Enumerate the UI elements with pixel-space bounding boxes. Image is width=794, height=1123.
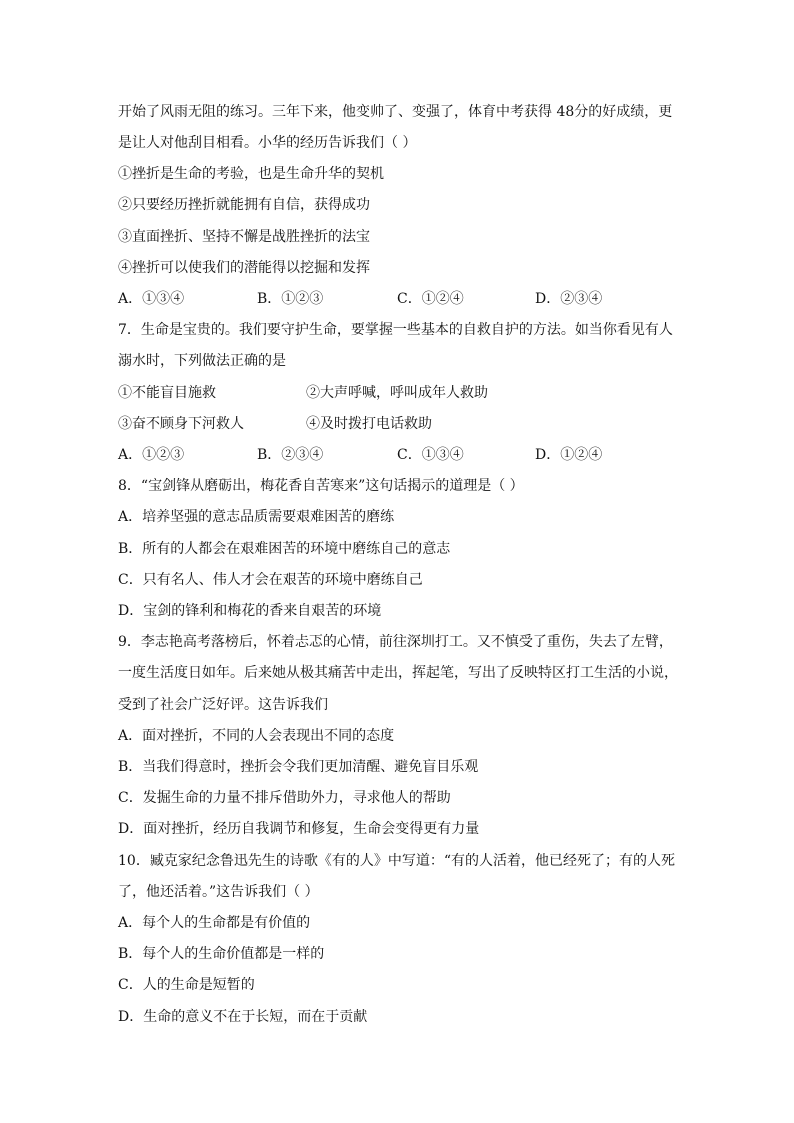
q10-option-a: A．每个人的生命都是有价值的 — [118, 915, 311, 931]
q10-option-b: B．每个人的生命价值都是一样的 — [118, 946, 325, 962]
q7-option-c: C．①③④ — [397, 447, 464, 463]
q8-option-a: A．培养坚强的意志品质需要艰难困苦的磨练 — [118, 509, 395, 525]
q7-item-3: ③奋不顾身下河救人 — [118, 416, 244, 432]
q6-item-1: ①挫折是生命的考验，也是生命升华的契机 — [118, 166, 384, 182]
q8-option-c: C．只有名人、伟人才会在艰苦的环境中磨练自己 — [118, 572, 423, 588]
q9-option-d: D．面对挫折，经历自我调节和修复，生命会变得更有力量 — [118, 821, 480, 837]
q6-item-4: ④挫折可以使我们的潜能得以挖掘和发挥 — [118, 260, 370, 276]
q6-stem-line-2: 是让人对他刮目相看。小华的经历告诉我们（ ） — [118, 135, 417, 151]
q7-option-d: D．①②④ — [535, 447, 603, 463]
q9-stem-line-2: 一度生活度日如年。后来她从极其痛苦中走出，挥起笔，写出了反映特区打工生活的小说， — [118, 665, 678, 681]
q6-stem-line-1: 开始了风雨无阻的练习。三年下来，他变帅了、变强了，体育中考获得 48分的好成绩，更 — [118, 104, 673, 120]
q7-item-1: ①不能盲目施救 — [118, 385, 216, 401]
q6-item-2: ②只要经历挫折就能拥有自信，获得成功 — [118, 197, 370, 213]
q7-stem-line-1: 7．生命是宝贵的。我们要守护生命，要掌握一些基本的自救自护的方法。如当你看见有人 — [118, 322, 673, 338]
q10-stem-line-2: 了，他还活着。”这告诉我们（ ） — [118, 884, 319, 900]
q6-item-3: ③直面挫折、坚持不懈是战胜挫折的法宝 — [118, 229, 370, 245]
q6-option-b: B．①②③ — [257, 291, 324, 307]
q10-option-d: D．生命的意义不在于长短，而在于贡献 — [118, 1009, 368, 1025]
q7-option-b: B．②③④ — [257, 447, 324, 463]
q8-option-d: D．宝剑的锋利和梅花的香来自艰苦的环境 — [118, 603, 382, 619]
q10-option-c: C．人的生命是短暂的 — [118, 977, 255, 993]
q9-option-c: C．发掘生命的力量不排斥借助外力，寻求他人的帮助 — [118, 790, 451, 806]
q6-option-a: A．①③④ — [118, 291, 185, 307]
q9-stem-line-1: 9．李志艳高考落榜后，怀着忐忑的心情，前往深圳打工。又不慎受了重伤，失去了左臂， — [118, 634, 673, 650]
q7-stem-line-2: 溺水时，下列做法正确的是 — [118, 353, 286, 369]
q7-item-4: ④及时拨打电话救助 — [306, 416, 432, 432]
q7-option-a: A．①②③ — [118, 447, 185, 463]
q6-option-c: C．①②④ — [397, 291, 464, 307]
q6-option-d: D．②③④ — [535, 291, 603, 307]
q9-option-a: A．面对挫折，不同的人会表现出不同的态度 — [118, 728, 395, 744]
q9-stem-line-3: 受到了社会广泛好评。这告诉我们 — [118, 697, 328, 713]
q7-item-2: ②大声呼喊，呼叫成年人救助 — [306, 385, 488, 401]
q9-option-b: B．当我们得意时，挫折会令我们更加清醒、避免盲目乐观 — [118, 759, 479, 775]
q10-stem-line-1: 10．臧克家纪念鲁迅先生的诗歌《有的人》中写道：“有的人活着，他已经死了；有的人死 — [118, 853, 675, 869]
q8-option-b: B．所有的人都会在艰难困苦的环境中磨练自己的意志 — [118, 541, 451, 557]
q8-stem: 8．“宝剑锋从磨砺出，梅花香自苦寒来”这句话揭示的道理是（ ） — [118, 478, 524, 494]
